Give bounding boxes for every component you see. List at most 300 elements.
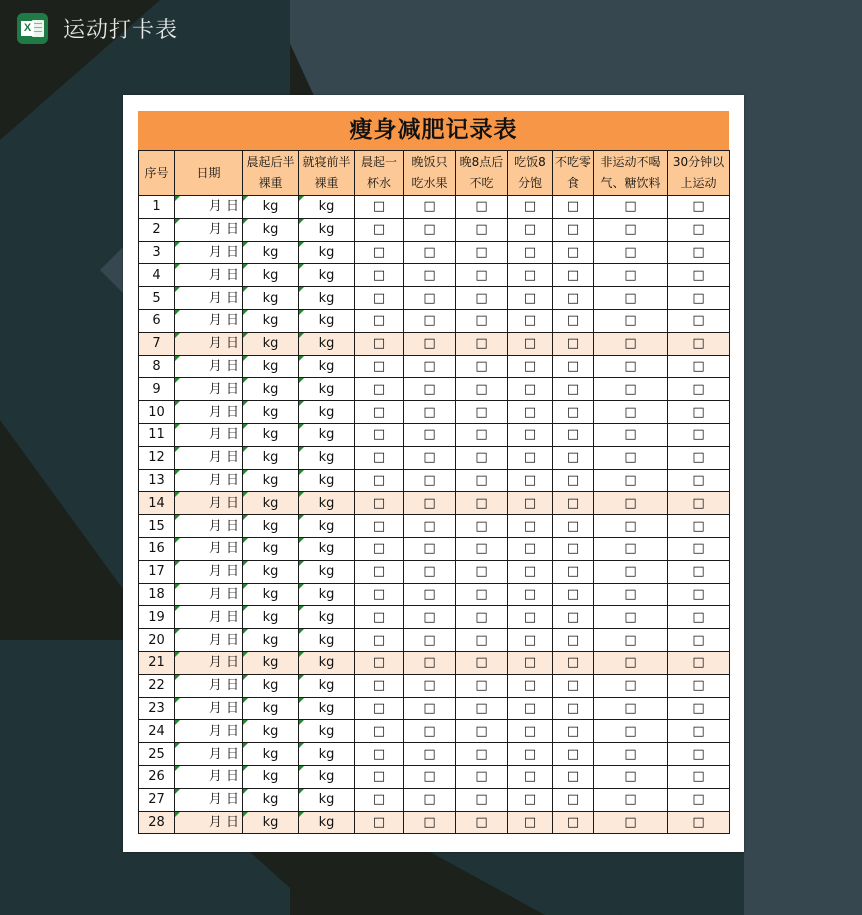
date-cell[interactable]: 月 日 <box>175 743 243 766</box>
bedtime-weight-cell[interactable]: kg <box>299 788 355 811</box>
date-cell[interactable]: 月 日 <box>175 674 243 697</box>
morning-weight-cell[interactable]: kg <box>243 651 299 674</box>
water-checkbox[interactable]: □ <box>355 560 404 583</box>
water-checkbox[interactable]: □ <box>355 651 404 674</box>
date-cell[interactable]: 月 日 <box>175 537 243 560</box>
bedtime-weight-cell[interactable]: kg <box>299 196 355 219</box>
no-soda-checkbox[interactable]: □ <box>594 332 668 355</box>
fruit-dinner-checkbox[interactable]: □ <box>404 788 456 811</box>
date-cell[interactable]: 月 日 <box>175 560 243 583</box>
row-number-cell[interactable]: 23 <box>139 697 175 720</box>
no-snacks-checkbox[interactable]: □ <box>553 560 594 583</box>
no-snacks-checkbox[interactable]: □ <box>553 264 594 287</box>
fruit-dinner-checkbox[interactable]: □ <box>404 651 456 674</box>
bedtime-weight-cell[interactable]: kg <box>299 720 355 743</box>
exercise-30min-checkbox[interactable]: □ <box>668 332 730 355</box>
exercise-30min-checkbox[interactable]: □ <box>668 355 730 378</box>
row-number-cell[interactable]: 4 <box>139 264 175 287</box>
no-soda-checkbox[interactable]: □ <box>594 583 668 606</box>
row-number-cell[interactable]: 9 <box>139 378 175 401</box>
fruit-dinner-checkbox[interactable]: □ <box>404 287 456 310</box>
exercise-30min-checkbox[interactable]: □ <box>668 241 730 264</box>
water-checkbox[interactable]: □ <box>355 537 404 560</box>
date-cell[interactable]: 月 日 <box>175 309 243 332</box>
fruit-dinner-checkbox[interactable]: □ <box>404 811 456 834</box>
bedtime-weight-cell[interactable]: kg <box>299 811 355 834</box>
water-checkbox[interactable]: □ <box>355 218 404 241</box>
morning-weight-cell[interactable]: kg <box>243 218 299 241</box>
no-snacks-checkbox[interactable]: □ <box>553 583 594 606</box>
eat-80pct-checkbox[interactable]: □ <box>508 606 553 629</box>
bedtime-weight-cell[interactable]: kg <box>299 309 355 332</box>
morning-weight-cell[interactable]: kg <box>243 788 299 811</box>
no-snacks-checkbox[interactable]: □ <box>553 446 594 469</box>
eat-80pct-checkbox[interactable]: □ <box>508 492 553 515</box>
exercise-30min-checkbox[interactable]: □ <box>668 446 730 469</box>
exercise-30min-checkbox[interactable]: □ <box>668 196 730 219</box>
fruit-dinner-checkbox[interactable]: □ <box>404 196 456 219</box>
column-header[interactable] <box>243 151 299 196</box>
date-cell[interactable]: 月 日 <box>175 332 243 355</box>
no-eat-after-8-checkbox[interactable]: □ <box>456 446 508 469</box>
no-snacks-checkbox[interactable]: □ <box>553 196 594 219</box>
no-soda-checkbox[interactable]: □ <box>594 743 668 766</box>
bedtime-weight-cell[interactable]: kg <box>299 492 355 515</box>
no-soda-checkbox[interactable]: □ <box>594 423 668 446</box>
exercise-30min-checkbox[interactable]: □ <box>668 720 730 743</box>
exercise-30min-checkbox[interactable]: □ <box>668 287 730 310</box>
water-checkbox[interactable]: □ <box>355 469 404 492</box>
bedtime-weight-cell[interactable]: kg <box>299 218 355 241</box>
no-soda-checkbox[interactable]: □ <box>594 264 668 287</box>
column-header[interactable] <box>553 151 594 196</box>
exercise-30min-checkbox[interactable]: □ <box>668 674 730 697</box>
fruit-dinner-checkbox[interactable]: □ <box>404 492 456 515</box>
eat-80pct-checkbox[interactable]: □ <box>508 332 553 355</box>
no-eat-after-8-checkbox[interactable]: □ <box>456 765 508 788</box>
fruit-dinner-checkbox[interactable]: □ <box>404 515 456 538</box>
water-checkbox[interactable]: □ <box>355 309 404 332</box>
row-number-cell[interactable]: 19 <box>139 606 175 629</box>
no-soda-checkbox[interactable]: □ <box>594 309 668 332</box>
eat-80pct-checkbox[interactable]: □ <box>508 378 553 401</box>
fruit-dinner-checkbox[interactable]: □ <box>404 218 456 241</box>
morning-weight-cell[interactable]: kg <box>243 309 299 332</box>
no-snacks-checkbox[interactable]: □ <box>553 423 594 446</box>
bedtime-weight-cell[interactable]: kg <box>299 332 355 355</box>
no-snacks-checkbox[interactable]: □ <box>553 287 594 310</box>
eat-80pct-checkbox[interactable]: □ <box>508 560 553 583</box>
bedtime-weight-cell[interactable]: kg <box>299 355 355 378</box>
date-cell[interactable]: 月 日 <box>175 515 243 538</box>
no-snacks-checkbox[interactable]: □ <box>553 355 594 378</box>
water-checkbox[interactable]: □ <box>355 355 404 378</box>
eat-80pct-checkbox[interactable]: □ <box>508 697 553 720</box>
no-eat-after-8-checkbox[interactable]: □ <box>456 241 508 264</box>
exercise-30min-checkbox[interactable]: □ <box>668 537 730 560</box>
no-snacks-checkbox[interactable]: □ <box>553 629 594 652</box>
row-number-cell[interactable]: 10 <box>139 401 175 424</box>
eat-80pct-checkbox[interactable]: □ <box>508 765 553 788</box>
no-eat-after-8-checkbox[interactable]: □ <box>456 423 508 446</box>
no-eat-after-8-checkbox[interactable]: □ <box>456 515 508 538</box>
morning-weight-cell[interactable]: kg <box>243 743 299 766</box>
date-cell[interactable]: 月 日 <box>175 583 243 606</box>
water-checkbox[interactable]: □ <box>355 401 404 424</box>
fruit-dinner-checkbox[interactable]: □ <box>404 332 456 355</box>
no-snacks-checkbox[interactable]: □ <box>553 606 594 629</box>
morning-weight-cell[interactable]: kg <box>243 264 299 287</box>
water-checkbox[interactable]: □ <box>355 765 404 788</box>
bedtime-weight-cell[interactable]: kg <box>299 697 355 720</box>
eat-80pct-checkbox[interactable]: □ <box>508 811 553 834</box>
bedtime-weight-cell[interactable]: kg <box>299 583 355 606</box>
fruit-dinner-checkbox[interactable]: □ <box>404 401 456 424</box>
eat-80pct-checkbox[interactable]: □ <box>508 537 553 560</box>
fruit-dinner-checkbox[interactable]: □ <box>404 469 456 492</box>
morning-weight-cell[interactable]: kg <box>243 537 299 560</box>
eat-80pct-checkbox[interactable]: □ <box>508 241 553 264</box>
no-snacks-checkbox[interactable]: □ <box>553 378 594 401</box>
exercise-30min-checkbox[interactable]: □ <box>668 629 730 652</box>
row-number-cell[interactable]: 12 <box>139 446 175 469</box>
water-checkbox[interactable]: □ <box>355 378 404 401</box>
no-soda-checkbox[interactable]: □ <box>594 606 668 629</box>
row-number-cell[interactable]: 14 <box>139 492 175 515</box>
no-soda-checkbox[interactable]: □ <box>594 811 668 834</box>
water-checkbox[interactable]: □ <box>355 629 404 652</box>
fruit-dinner-checkbox[interactable]: □ <box>404 606 456 629</box>
fruit-dinner-checkbox[interactable]: □ <box>404 765 456 788</box>
exercise-30min-checkbox[interactable]: □ <box>668 218 730 241</box>
eat-80pct-checkbox[interactable]: □ <box>508 401 553 424</box>
row-number-cell[interactable]: 7 <box>139 332 175 355</box>
morning-weight-cell[interactable]: kg <box>243 720 299 743</box>
water-checkbox[interactable]: □ <box>355 743 404 766</box>
no-eat-after-8-checkbox[interactable]: □ <box>456 378 508 401</box>
morning-weight-cell[interactable]: kg <box>243 492 299 515</box>
morning-weight-cell[interactable]: kg <box>243 811 299 834</box>
fruit-dinner-checkbox[interactable]: □ <box>404 697 456 720</box>
exercise-30min-checkbox[interactable]: □ <box>668 423 730 446</box>
no-eat-after-8-checkbox[interactable]: □ <box>456 811 508 834</box>
no-soda-checkbox[interactable]: □ <box>594 788 668 811</box>
eat-80pct-checkbox[interactable]: □ <box>508 355 553 378</box>
bedtime-weight-cell[interactable]: kg <box>299 446 355 469</box>
bedtime-weight-cell[interactable]: kg <box>299 537 355 560</box>
column-header[interactable] <box>175 151 243 196</box>
morning-weight-cell[interactable]: kg <box>243 332 299 355</box>
no-eat-after-8-checkbox[interactable]: □ <box>456 196 508 219</box>
morning-weight-cell[interactable]: kg <box>243 583 299 606</box>
no-snacks-checkbox[interactable]: □ <box>553 309 594 332</box>
column-header[interactable] <box>456 151 508 196</box>
no-eat-after-8-checkbox[interactable]: □ <box>456 264 508 287</box>
fruit-dinner-checkbox[interactable]: □ <box>404 446 456 469</box>
no-soda-checkbox[interactable]: □ <box>594 218 668 241</box>
no-soda-checkbox[interactable]: □ <box>594 537 668 560</box>
row-number-cell[interactable]: 26 <box>139 765 175 788</box>
no-eat-after-8-checkbox[interactable]: □ <box>456 537 508 560</box>
morning-weight-cell[interactable]: kg <box>243 401 299 424</box>
no-snacks-checkbox[interactable]: □ <box>553 241 594 264</box>
row-number-cell[interactable]: 5 <box>139 287 175 310</box>
water-checkbox[interactable]: □ <box>355 788 404 811</box>
no-eat-after-8-checkbox[interactable]: □ <box>456 401 508 424</box>
date-cell[interactable]: 月 日 <box>175 811 243 834</box>
bedtime-weight-cell[interactable]: kg <box>299 264 355 287</box>
no-eat-after-8-checkbox[interactable]: □ <box>456 560 508 583</box>
morning-weight-cell[interactable]: kg <box>243 765 299 788</box>
eat-80pct-checkbox[interactable]: □ <box>508 515 553 538</box>
row-number-cell[interactable]: 16 <box>139 537 175 560</box>
no-soda-checkbox[interactable]: □ <box>594 697 668 720</box>
eat-80pct-checkbox[interactable]: □ <box>508 196 553 219</box>
no-soda-checkbox[interactable]: □ <box>594 241 668 264</box>
no-eat-after-8-checkbox[interactable]: □ <box>456 674 508 697</box>
no-eat-after-8-checkbox[interactable]: □ <box>456 332 508 355</box>
row-number-cell[interactable]: 13 <box>139 469 175 492</box>
morning-weight-cell[interactable]: kg <box>243 515 299 538</box>
no-eat-after-8-checkbox[interactable]: □ <box>456 720 508 743</box>
no-snacks-checkbox[interactable]: □ <box>553 765 594 788</box>
row-number-cell[interactable]: 6 <box>139 309 175 332</box>
no-soda-checkbox[interactable]: □ <box>594 401 668 424</box>
column-header[interactable] <box>299 151 355 196</box>
row-number-cell[interactable]: 15 <box>139 515 175 538</box>
exercise-30min-checkbox[interactable]: □ <box>668 492 730 515</box>
morning-weight-cell[interactable]: kg <box>243 629 299 652</box>
column-header[interactable] <box>139 151 175 196</box>
exercise-30min-checkbox[interactable]: □ <box>668 469 730 492</box>
eat-80pct-checkbox[interactable]: □ <box>508 651 553 674</box>
no-soda-checkbox[interactable]: □ <box>594 515 668 538</box>
no-soda-checkbox[interactable]: □ <box>594 378 668 401</box>
bedtime-weight-cell[interactable]: kg <box>299 241 355 264</box>
no-eat-after-8-checkbox[interactable]: □ <box>456 629 508 652</box>
fruit-dinner-checkbox[interactable]: □ <box>404 560 456 583</box>
exercise-30min-checkbox[interactable]: □ <box>668 264 730 287</box>
date-cell[interactable]: 月 日 <box>175 788 243 811</box>
bedtime-weight-cell[interactable]: kg <box>299 469 355 492</box>
morning-weight-cell[interactable]: kg <box>243 287 299 310</box>
no-soda-checkbox[interactable]: □ <box>594 492 668 515</box>
morning-weight-cell[interactable]: kg <box>243 674 299 697</box>
exercise-30min-checkbox[interactable]: □ <box>668 560 730 583</box>
row-number-cell[interactable]: 17 <box>139 560 175 583</box>
morning-weight-cell[interactable]: kg <box>243 378 299 401</box>
water-checkbox[interactable]: □ <box>355 811 404 834</box>
bedtime-weight-cell[interactable]: kg <box>299 423 355 446</box>
date-cell[interactable]: 月 日 <box>175 196 243 219</box>
water-checkbox[interactable]: □ <box>355 606 404 629</box>
no-snacks-checkbox[interactable]: □ <box>553 332 594 355</box>
no-eat-after-8-checkbox[interactable]: □ <box>456 583 508 606</box>
date-cell[interactable]: 月 日 <box>175 765 243 788</box>
eat-80pct-checkbox[interactable]: □ <box>508 287 553 310</box>
no-snacks-checkbox[interactable]: □ <box>553 720 594 743</box>
bedtime-weight-cell[interactable]: kg <box>299 674 355 697</box>
date-cell[interactable]: 月 日 <box>175 355 243 378</box>
row-number-cell[interactable]: 3 <box>139 241 175 264</box>
exercise-30min-checkbox[interactable]: □ <box>668 606 730 629</box>
no-soda-checkbox[interactable]: □ <box>594 287 668 310</box>
no-eat-after-8-checkbox[interactable]: □ <box>456 218 508 241</box>
no-soda-checkbox[interactable]: □ <box>594 469 668 492</box>
no-eat-after-8-checkbox[interactable]: □ <box>456 492 508 515</box>
eat-80pct-checkbox[interactable]: □ <box>508 264 553 287</box>
exercise-30min-checkbox[interactable]: □ <box>668 401 730 424</box>
bedtime-weight-cell[interactable]: kg <box>299 629 355 652</box>
fruit-dinner-checkbox[interactable]: □ <box>404 309 456 332</box>
bedtime-weight-cell[interactable]: kg <box>299 606 355 629</box>
row-number-cell[interactable]: 18 <box>139 583 175 606</box>
fruit-dinner-checkbox[interactable]: □ <box>404 629 456 652</box>
water-checkbox[interactable]: □ <box>355 241 404 264</box>
water-checkbox[interactable]: □ <box>355 583 404 606</box>
date-cell[interactable]: 月 日 <box>175 606 243 629</box>
eat-80pct-checkbox[interactable]: □ <box>508 309 553 332</box>
fruit-dinner-checkbox[interactable]: □ <box>404 583 456 606</box>
bedtime-weight-cell[interactable]: kg <box>299 560 355 583</box>
no-snacks-checkbox[interactable]: □ <box>553 697 594 720</box>
exercise-30min-checkbox[interactable]: □ <box>668 697 730 720</box>
fruit-dinner-checkbox[interactable]: □ <box>404 674 456 697</box>
column-header[interactable] <box>668 151 730 196</box>
no-soda-checkbox[interactable]: □ <box>594 765 668 788</box>
bedtime-weight-cell[interactable]: kg <box>299 765 355 788</box>
eat-80pct-checkbox[interactable]: □ <box>508 743 553 766</box>
date-cell[interactable]: 月 日 <box>175 446 243 469</box>
exercise-30min-checkbox[interactable]: □ <box>668 811 730 834</box>
water-checkbox[interactable]: □ <box>355 332 404 355</box>
row-number-cell[interactable]: 1 <box>139 196 175 219</box>
eat-80pct-checkbox[interactable]: □ <box>508 218 553 241</box>
row-number-cell[interactable]: 22 <box>139 674 175 697</box>
exercise-30min-checkbox[interactable]: □ <box>668 743 730 766</box>
no-eat-after-8-checkbox[interactable]: □ <box>456 743 508 766</box>
exercise-30min-checkbox[interactable]: □ <box>668 651 730 674</box>
water-checkbox[interactable]: □ <box>355 446 404 469</box>
morning-weight-cell[interactable]: kg <box>243 423 299 446</box>
water-checkbox[interactable]: □ <box>355 720 404 743</box>
date-cell[interactable]: 月 日 <box>175 492 243 515</box>
no-snacks-checkbox[interactable]: □ <box>553 743 594 766</box>
row-number-cell[interactable]: 24 <box>139 720 175 743</box>
no-eat-after-8-checkbox[interactable]: □ <box>456 309 508 332</box>
bedtime-weight-cell[interactable]: kg <box>299 515 355 538</box>
no-snacks-checkbox[interactable]: □ <box>553 401 594 424</box>
bedtime-weight-cell[interactable]: kg <box>299 743 355 766</box>
eat-80pct-checkbox[interactable]: □ <box>508 674 553 697</box>
eat-80pct-checkbox[interactable]: □ <box>508 446 553 469</box>
eat-80pct-checkbox[interactable]: □ <box>508 423 553 446</box>
no-eat-after-8-checkbox[interactable]: □ <box>456 788 508 811</box>
no-soda-checkbox[interactable]: □ <box>594 674 668 697</box>
no-eat-after-8-checkbox[interactable]: □ <box>456 651 508 674</box>
bedtime-weight-cell[interactable]: kg <box>299 651 355 674</box>
water-checkbox[interactable]: □ <box>355 492 404 515</box>
no-snacks-checkbox[interactable]: □ <box>553 469 594 492</box>
no-soda-checkbox[interactable]: □ <box>594 560 668 583</box>
date-cell[interactable]: 月 日 <box>175 401 243 424</box>
date-cell[interactable]: 月 日 <box>175 720 243 743</box>
date-cell[interactable]: 月 日 <box>175 378 243 401</box>
fruit-dinner-checkbox[interactable]: □ <box>404 537 456 560</box>
row-number-cell[interactable]: 21 <box>139 651 175 674</box>
water-checkbox[interactable]: □ <box>355 674 404 697</box>
exercise-30min-checkbox[interactable]: □ <box>668 788 730 811</box>
no-soda-checkbox[interactable]: □ <box>594 629 668 652</box>
morning-weight-cell[interactable]: kg <box>243 196 299 219</box>
date-cell[interactable]: 月 日 <box>175 423 243 446</box>
no-snacks-checkbox[interactable]: □ <box>553 788 594 811</box>
water-checkbox[interactable]: □ <box>355 423 404 446</box>
no-soda-checkbox[interactable]: □ <box>594 446 668 469</box>
column-header[interactable] <box>404 151 456 196</box>
morning-weight-cell[interactable]: kg <box>243 446 299 469</box>
fruit-dinner-checkbox[interactable]: □ <box>404 241 456 264</box>
date-cell[interactable]: 月 日 <box>175 651 243 674</box>
no-eat-after-8-checkbox[interactable]: □ <box>456 469 508 492</box>
no-soda-checkbox[interactable]: □ <box>594 196 668 219</box>
exercise-30min-checkbox[interactable]: □ <box>668 583 730 606</box>
eat-80pct-checkbox[interactable]: □ <box>508 469 553 492</box>
exercise-30min-checkbox[interactable]: □ <box>668 309 730 332</box>
fruit-dinner-checkbox[interactable]: □ <box>404 378 456 401</box>
date-cell[interactable]: 月 日 <box>175 629 243 652</box>
column-header[interactable] <box>508 151 553 196</box>
row-number-cell[interactable]: 28 <box>139 811 175 834</box>
no-eat-after-8-checkbox[interactable]: □ <box>456 287 508 310</box>
fruit-dinner-checkbox[interactable]: □ <box>404 355 456 378</box>
row-number-cell[interactable]: 2 <box>139 218 175 241</box>
row-number-cell[interactable]: 25 <box>139 743 175 766</box>
no-snacks-checkbox[interactable]: □ <box>553 492 594 515</box>
date-cell[interactable]: 月 日 <box>175 287 243 310</box>
water-checkbox[interactable]: □ <box>355 196 404 219</box>
no-eat-after-8-checkbox[interactable]: □ <box>456 355 508 378</box>
morning-weight-cell[interactable]: kg <box>243 355 299 378</box>
no-eat-after-8-checkbox[interactable]: □ <box>456 697 508 720</box>
water-checkbox[interactable]: □ <box>355 515 404 538</box>
row-number-cell[interactable]: 11 <box>139 423 175 446</box>
no-eat-after-8-checkbox[interactable]: □ <box>456 606 508 629</box>
morning-weight-cell[interactable]: kg <box>243 469 299 492</box>
date-cell[interactable]: 月 日 <box>175 241 243 264</box>
fruit-dinner-checkbox[interactable]: □ <box>404 423 456 446</box>
water-checkbox[interactable]: □ <box>355 287 404 310</box>
no-snacks-checkbox[interactable]: □ <box>553 811 594 834</box>
no-soda-checkbox[interactable]: □ <box>594 651 668 674</box>
bedtime-weight-cell[interactable]: kg <box>299 287 355 310</box>
fruit-dinner-checkbox[interactable]: □ <box>404 743 456 766</box>
date-cell[interactable]: 月 日 <box>175 697 243 720</box>
date-cell[interactable]: 月 日 <box>175 469 243 492</box>
exercise-30min-checkbox[interactable]: □ <box>668 378 730 401</box>
eat-80pct-checkbox[interactable]: □ <box>508 788 553 811</box>
morning-weight-cell[interactable]: kg <box>243 560 299 583</box>
bedtime-weight-cell[interactable]: kg <box>299 378 355 401</box>
fruit-dinner-checkbox[interactable]: □ <box>404 264 456 287</box>
row-number-cell[interactable]: 27 <box>139 788 175 811</box>
eat-80pct-checkbox[interactable]: □ <box>508 720 553 743</box>
no-snacks-checkbox[interactable]: □ <box>553 674 594 697</box>
no-snacks-checkbox[interactable]: □ <box>553 651 594 674</box>
morning-weight-cell[interactable]: kg <box>243 606 299 629</box>
fruit-dinner-checkbox[interactable]: □ <box>404 720 456 743</box>
no-snacks-checkbox[interactable]: □ <box>553 537 594 560</box>
